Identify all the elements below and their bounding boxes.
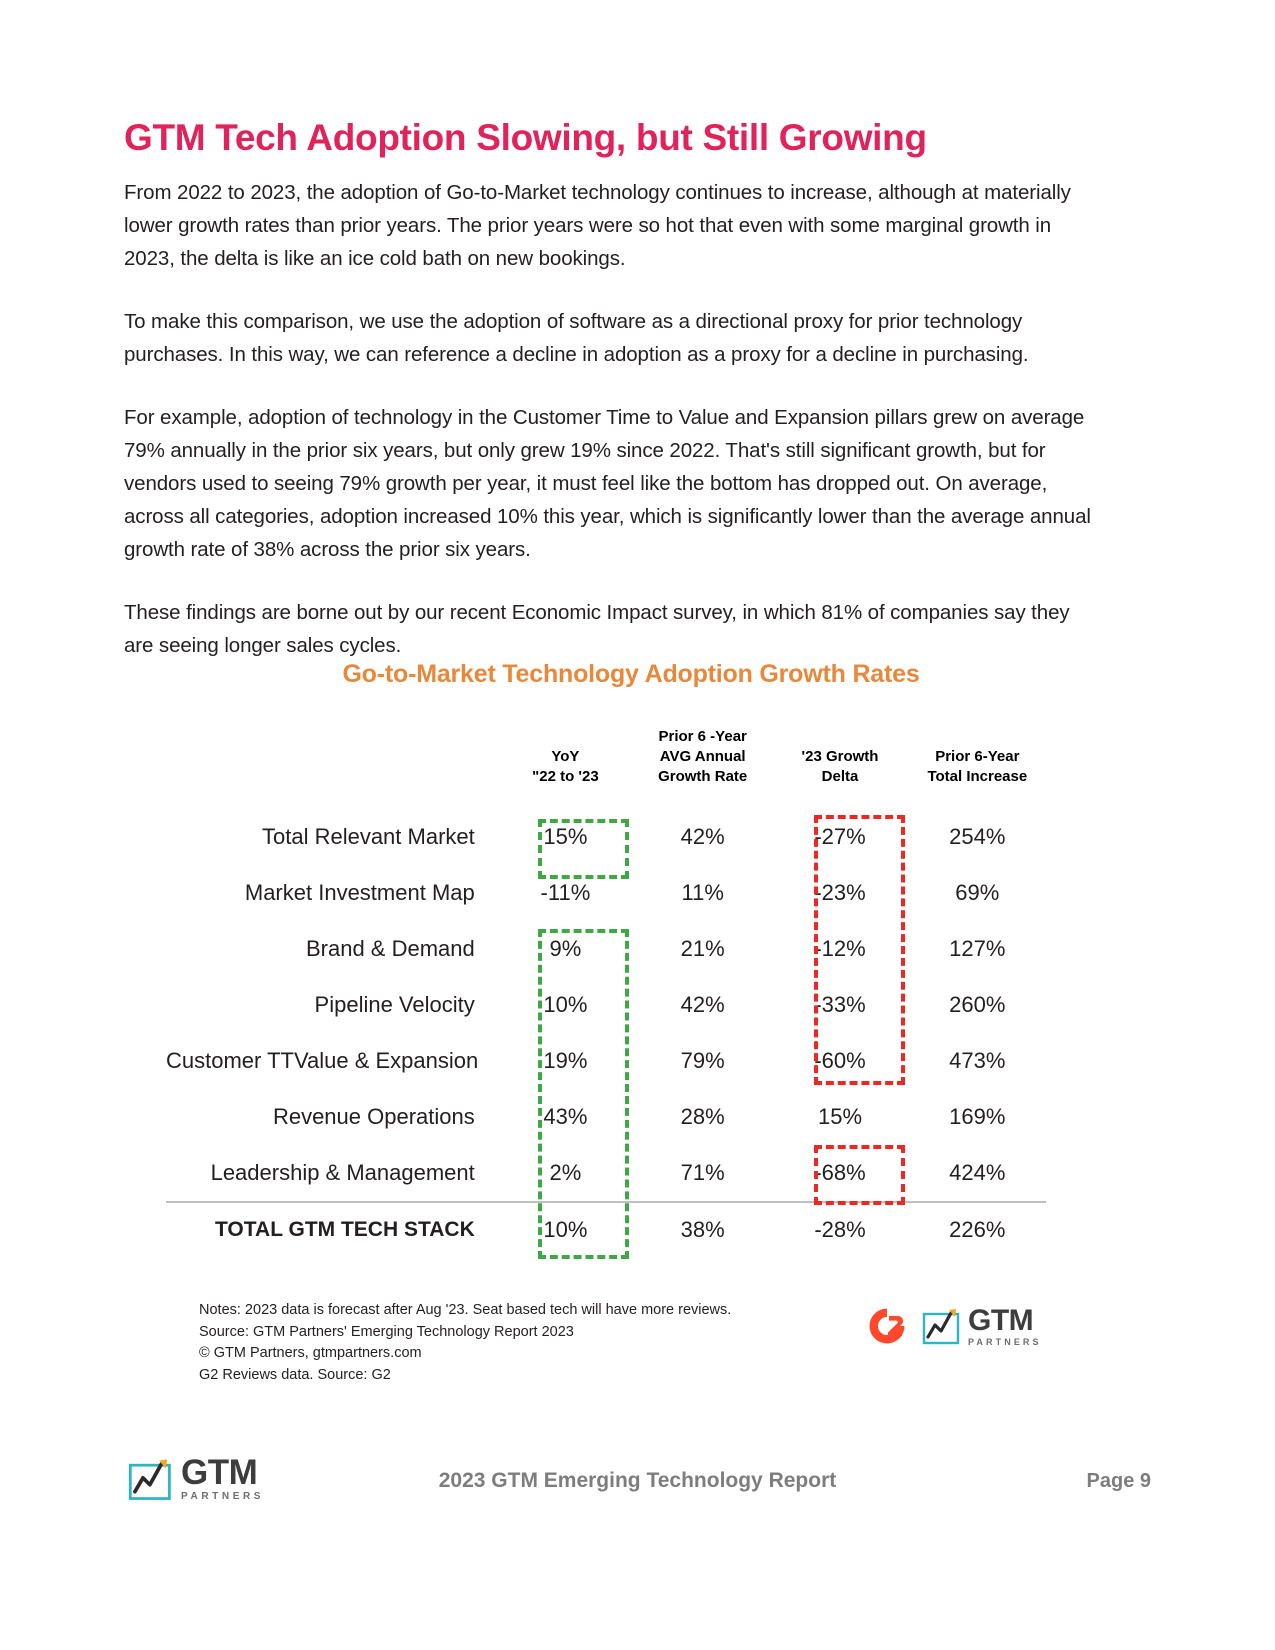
cell-yoy: 43% (543, 1104, 588, 1129)
cell-growth-delta: -60% (814, 1048, 866, 1073)
row-label: Customer TTValue & Expansion (166, 1048, 479, 1073)
cell-yoy: -11% (540, 880, 591, 905)
row-label: Revenue Operations (272, 1104, 475, 1129)
table-row (166, 921, 1046, 977)
source-logos (866, 1305, 1042, 1347)
row-label: Brand & Demand (305, 936, 475, 961)
cell-growth-delta: -12% (814, 936, 866, 961)
cell-yoy: 10% (543, 992, 588, 1017)
table-row (166, 977, 1046, 1033)
note-line-3: © GTM Partners, gtmpartners.com (199, 1345, 422, 1361)
row-label: Leadership & Management (210, 1160, 475, 1185)
cell-growth-delta: -23% (814, 880, 866, 905)
cell-total-increase: 254% (949, 824, 1006, 849)
paragraph-3: For example, adoption of technology in the Customer Time to Value and Expansion pillars grew on average 79% annually in the prior six years, but only grew 19% since 2022. That's still significant growth, but for vendors used to seeing 79% growth per year, it must feel like the bottom has dropped out. On average, across all categories, adoption increased 10% this year, which is significantly lower than the average annual growth rate of 38% across the prior six years. (124, 405, 1091, 561)
table-row (166, 1089, 1046, 1145)
cell-avg-annual: 71% (680, 1160, 725, 1185)
cell-total-increase: 127% (949, 936, 1006, 961)
growth-rates-table (166, 727, 1046, 1251)
table-total-row (166, 1202, 1046, 1251)
cell-total-increase: 69% (955, 880, 1000, 905)
paragraph-1: From 2022 to 2023, the adoption of Go-to-Market technology continues to increase, although at materially lower growth rates than prior years. The prior years were so hot that even with some marginal growth in 2023, the delta is like an ice cold bath on new bookings. (124, 180, 1071, 270)
cell-yoy: 2% (549, 1160, 582, 1185)
cell-avg-annual: 21% (680, 936, 725, 961)
table-body (166, 809, 1046, 1251)
table-header (166, 727, 1046, 809)
chart-notes (199, 1300, 731, 1386)
header-row (166, 727, 1046, 809)
growth-rates-chart (124, 660, 1092, 1251)
cell-growth-delta: 15% (817, 1104, 863, 1129)
cell-avg-annual: 79% (680, 1048, 725, 1073)
cell-total-increase: 473% (949, 1048, 1006, 1073)
paragraph-2: To make this comparison, we use the adoption of software as a directional proxy for prior technology purchases. In this way, we can reference a decline in adoption as a proxy for a decline in purchasing. (124, 309, 1029, 366)
table-area (124, 727, 1092, 1251)
cell-avg-annual: 28% (680, 1104, 725, 1129)
cell-yoy: 9% (549, 936, 582, 961)
g2-logo-icon (866, 1305, 908, 1347)
cell-growth-delta: -27% (814, 824, 866, 849)
table-row (166, 1033, 1046, 1089)
row-label: Market Investment Map (244, 880, 475, 905)
cell-growth-delta: -68% (814, 1160, 866, 1185)
cell-total-increase: 424% (949, 1160, 1006, 1185)
note-line-4: G2 Reviews data. Source: G2 (199, 1366, 391, 1383)
total-cell-yoy: 10% (497, 1202, 634, 1251)
header-cell-total-increase: Prior 6-Year Total Increase (927, 748, 1028, 785)
gtm-logo (922, 1303, 1042, 1347)
footer-page-number: Page 9 (1086, 1470, 1151, 1492)
gtm-wordmark: GTM PARTNERS (968, 1303, 1042, 1347)
table-row (166, 1145, 1046, 1202)
cell-avg-annual: 42% (680, 824, 725, 849)
header-cell-growth-delta: '23 Growth Delta (801, 748, 879, 785)
gtm-chart-icon (922, 1307, 962, 1345)
table-row (166, 809, 1046, 865)
cell-total-increase: 169% (949, 1104, 1006, 1129)
footer-report-title: 2023 GTM Emerging Technology Report (438, 1469, 837, 1492)
note-line-2: Source: GTM Partners' Emerging Technology Report 2023 (199, 1323, 574, 1340)
header-cell-yoy: YoY "22 to '23 (532, 748, 599, 785)
page-footer (0, 1455, 1275, 1525)
page-title: GTM Tech Adoption Slowing, but Still Growing (124, 117, 927, 158)
cell-growth-delta: -33% (814, 992, 866, 1017)
header-cell-avg-annual: Prior 6 -Year AVG Annual Growth Rate (658, 728, 748, 785)
note-line-1: Notes: 2023 data is forecast after Aug '23. Seat based tech will have more reviews. (199, 1302, 732, 1318)
total-cell-avg-annual: 38% (634, 1202, 771, 1251)
header-cell-label (166, 727, 497, 809)
row-label: Pipeline Velocity (314, 992, 475, 1017)
cell-total-increase: 260% (949, 992, 1006, 1017)
footer-gtm-wordmark: GTM PARTNERS (181, 1453, 265, 1502)
total-row-label: TOTAL GTM TECH STACK (166, 1202, 497, 1251)
row-label: Total Relevant Market (261, 824, 475, 849)
chart-title: Go-to-Market Technology Adoption Growth Rates (342, 660, 920, 688)
paragraph-4: These findings are borne out by our recent Economic Impact survey, in which 81% of companies say they are seeing longer sales cycles. (124, 600, 1070, 657)
article-body (124, 118, 1092, 662)
cell-avg-annual: 11% (681, 880, 724, 905)
cell-avg-annual: 42% (680, 992, 725, 1017)
total-cell-growth-delta: -28% (771, 1202, 908, 1251)
cell-yoy: 15% (543, 824, 588, 849)
total-cell-total-increase: 226% (909, 1202, 1046, 1251)
cell-yoy: 19% (543, 1048, 588, 1073)
table-row (166, 865, 1046, 921)
